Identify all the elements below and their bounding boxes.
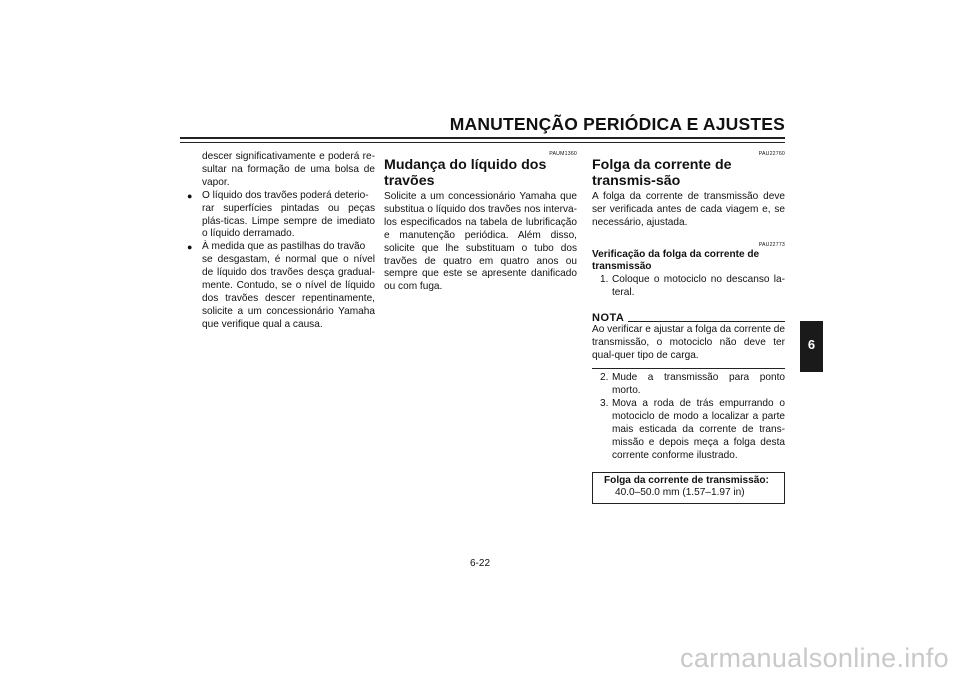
subsection-heading: Verificação da folga da corrente de transmissão — [592, 248, 760, 273]
column-1 — [187, 151, 375, 332]
section-heading: Folga da corrente de transmis-são — [592, 157, 732, 189]
note-rule — [628, 321, 785, 322]
page-number: 6-22 — [469, 558, 490, 569]
note-label: NOTA — [592, 311, 625, 324]
bullet-item — [187, 241, 375, 331]
specification-box — [592, 472, 785, 504]
header-rule-thin — [180, 142, 785, 143]
specification-value: 40.0–50.0 mm (1.57–1.97 in) — [615, 487, 745, 498]
specification-title: Folga da corrente de transmissão: — [604, 474, 769, 486]
step-text: Coloque o motociclo no descanso la-teral. — [612, 273, 785, 298]
section-heading: Mudança do líquido dos travões — [384, 157, 547, 189]
step-text: Mova a roda de trás empurrando o motociclo de modo a localizar a parte mais esticada da corrente de trans-missão e depois meça a folga desta corrente conforme ilustrado. — [612, 397, 785, 461]
step-item — [592, 274, 785, 300]
watermark: carmanualsonline.info — [680, 643, 949, 673]
bullet-icon: ● — [187, 242, 193, 253]
bullet-item — [187, 190, 375, 242]
step-item — [592, 398, 785, 463]
column-3 — [592, 151, 785, 504]
section-intro: A folga da corrente de transmissão deve ser verificada antes de cada viagem e, se necessário, ajustada. — [592, 191, 785, 228]
step-number: 1. — [600, 273, 609, 285]
column-2 — [384, 151, 577, 294]
step-item — [592, 372, 785, 398]
step-number: 3. — [600, 397, 609, 409]
header-rule — [180, 137, 785, 139]
chapter-tab-number: 6 — [807, 337, 816, 352]
note-text: Ao verificar e ajustar a folga da corrente de transmissão, o motociclo não deve ter qual-quer tipo de carga. — [592, 324, 786, 362]
page-title: MANUTENÇÃO PERIÓDICA E AJUSTES — [449, 114, 785, 134]
bullet-text: À medida que as pastilhas do travão se desgastam, é normal que o nível de líquido dos travões desça gradual-mente. Contudo, se o nível de líquido dos travões descer repentinamente, solicite a um concessionário Yamaha que verifique qual a causa. — [202, 241, 375, 330]
step-text: Mude a transmissão para ponto morto. — [612, 372, 785, 397]
reference-code: PAUM1360 — [549, 151, 577, 157]
reference-code: PAU22773 — [758, 241, 785, 248]
reference-code: PAU22760 — [758, 151, 785, 157]
continued-text: descer significativamente e poderá re-sultar na formação de uma bolsa de vapor. — [202, 151, 375, 188]
note-header — [592, 312, 785, 325]
bullet-text: O líquido dos travões poderá deterio- rar superfícies pintadas ou peças plás-ticas. Limpe sempre de imediato o líquido derramado. — [202, 189, 375, 240]
section-body: Solicite a um concessionário Yamaha que substitua o líquido dos travões nos interva-los especificados na tabela de lubrificação e manutenção periódica. Além disso, solicite que lhe substituam o tubo dos travões de quatro em quatro anos ou sempre que este se apresente danificado ou com fuga. — [384, 191, 577, 293]
note-end-rule — [592, 368, 785, 369]
step-number: 2. — [600, 372, 609, 384]
bullet-icon: ● — [187, 190, 193, 201]
